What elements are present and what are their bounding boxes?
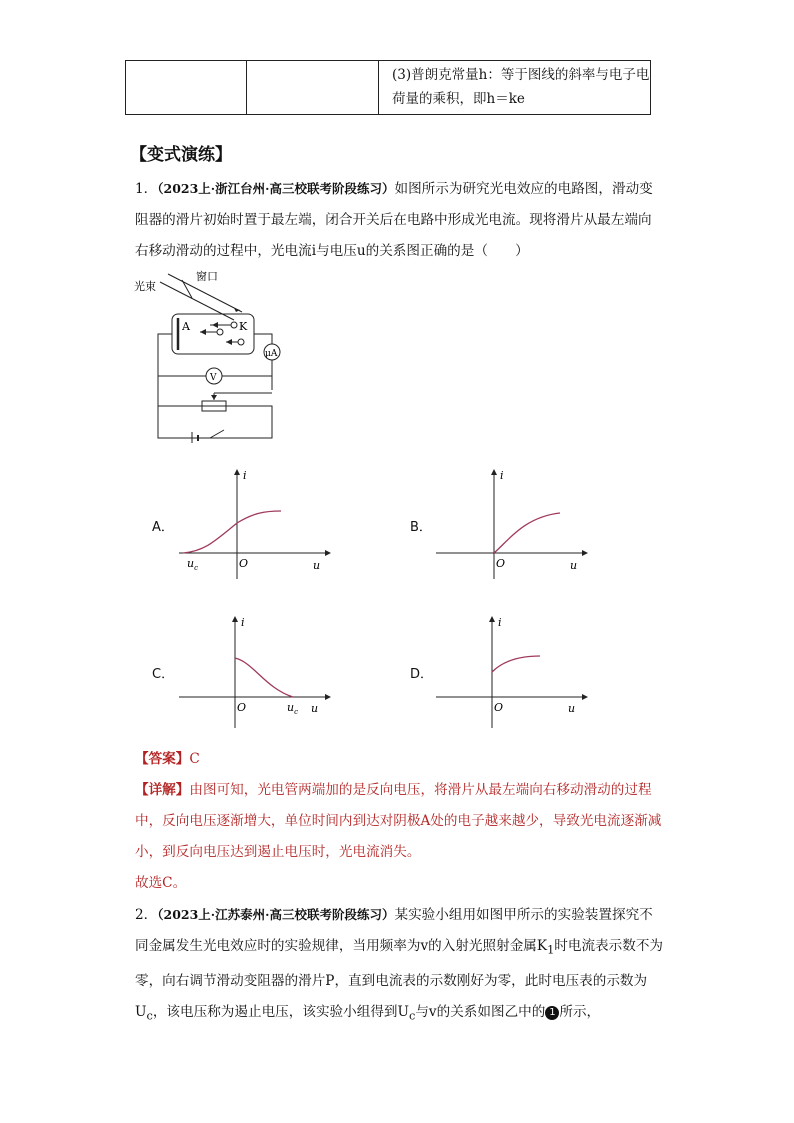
question-2	[135, 899, 665, 1031]
table-divider	[378, 61, 379, 114]
axis-i: i	[243, 469, 247, 482]
circuit-diagram	[130, 268, 295, 443]
table-cell-planck	[386, 63, 654, 111]
question-text: 与v的关系如图乙中的	[415, 1003, 546, 1020]
label-anode: A	[182, 320, 190, 333]
question-number: 1．	[135, 181, 158, 197]
cell-line: (3)普朗克常量h：等于图线的斜率与电子电	[392, 67, 650, 83]
axis-u: u	[568, 702, 576, 715]
circled-number: 1	[545, 1006, 559, 1020]
origin: O	[496, 557, 506, 570]
question-source: （2023上·浙江台州·高三校联考阶段练习）	[157, 181, 395, 196]
table-divider	[246, 61, 247, 114]
label-cathode: K	[239, 320, 248, 333]
axis-u: u	[311, 702, 319, 715]
axis-i: i	[241, 616, 245, 629]
label-beam: 光束	[134, 280, 156, 293]
option-b-label[interactable]: B．	[410, 520, 432, 535]
question-source: （2023上·江苏泰州·高三校联考阶段练习）	[157, 907, 395, 922]
origin: O	[239, 557, 249, 570]
axis-i: i	[500, 469, 504, 482]
question-text: 如图所示为研究光电效应的电路图，滑动变阻器的滑片初始时置于最左端，闭合开关后在电路中形成光电流。现将滑片从最左端向右移动滑动的过程中，光电流i与电压u的关系图正确的是（ ）	[135, 181, 653, 259]
label-microammeter: μA	[265, 349, 278, 359]
subscript: c	[146, 1008, 153, 1023]
subscript: 1	[547, 942, 555, 957]
answer-value: C	[189, 751, 200, 767]
answer-label: 【答案】	[135, 751, 190, 767]
option-c-graph[interactable]	[175, 612, 335, 730]
cell-line: 荷量的乘积，即h＝ke	[392, 91, 525, 107]
detail-label: 【详解】	[135, 782, 190, 798]
section-title: 【变式演练】	[130, 145, 232, 165]
question-number: 2．	[135, 907, 158, 923]
summary-table	[125, 60, 651, 115]
origin: O	[494, 701, 504, 714]
axis-i: i	[498, 616, 502, 629]
label-window: 窗口	[196, 270, 218, 283]
origin: O	[237, 701, 247, 714]
subscript: c	[408, 1008, 416, 1023]
answer-detail	[135, 775, 665, 868]
question-text: 某实验小组用如图甲所示的实验装置探究不同金属发生光电效应时的实验规律，当用频率为v的入射光照射金属K	[135, 907, 653, 954]
question-text: 所示，	[559, 1003, 601, 1020]
option-a-graph[interactable]	[175, 465, 335, 580]
option-d-graph[interactable]	[432, 612, 592, 730]
question-text: 时电流表示数不为零，向右调节滑动变阻器的滑片P，直到电流表的示数刚好为零，此时电压表的示数为U	[135, 938, 664, 1020]
option-a-label[interactable]: A．	[152, 520, 174, 535]
question-text: ，该电压称为遏止电压，该实验小组得到U	[152, 1003, 409, 1020]
option-b-graph[interactable]	[432, 465, 592, 580]
option-d-label[interactable]: D．	[410, 667, 434, 682]
option-c-label[interactable]: C．	[152, 667, 175, 682]
answer-line	[135, 744, 665, 775]
label-uc: $u_c$	[187, 557, 199, 572]
axis-u: u	[570, 559, 578, 572]
question-1	[135, 173, 665, 267]
detail-text: 由图可知，光电管两端加的是反向电压，将滑片从最左端向右移动滑动的过程中，反向电压逐渐增大，单位时间内到达对阴极A处的电子越来越少，导致光电流逐渐减小，到反向电压达到遏止电压时，光电流消失。	[135, 782, 662, 860]
answer-conclusion: 故选C。	[135, 875, 187, 891]
axis-u: u	[313, 559, 321, 572]
label-voltmeter: V	[210, 373, 217, 383]
label-uc: $u_c$	[287, 701, 299, 716]
